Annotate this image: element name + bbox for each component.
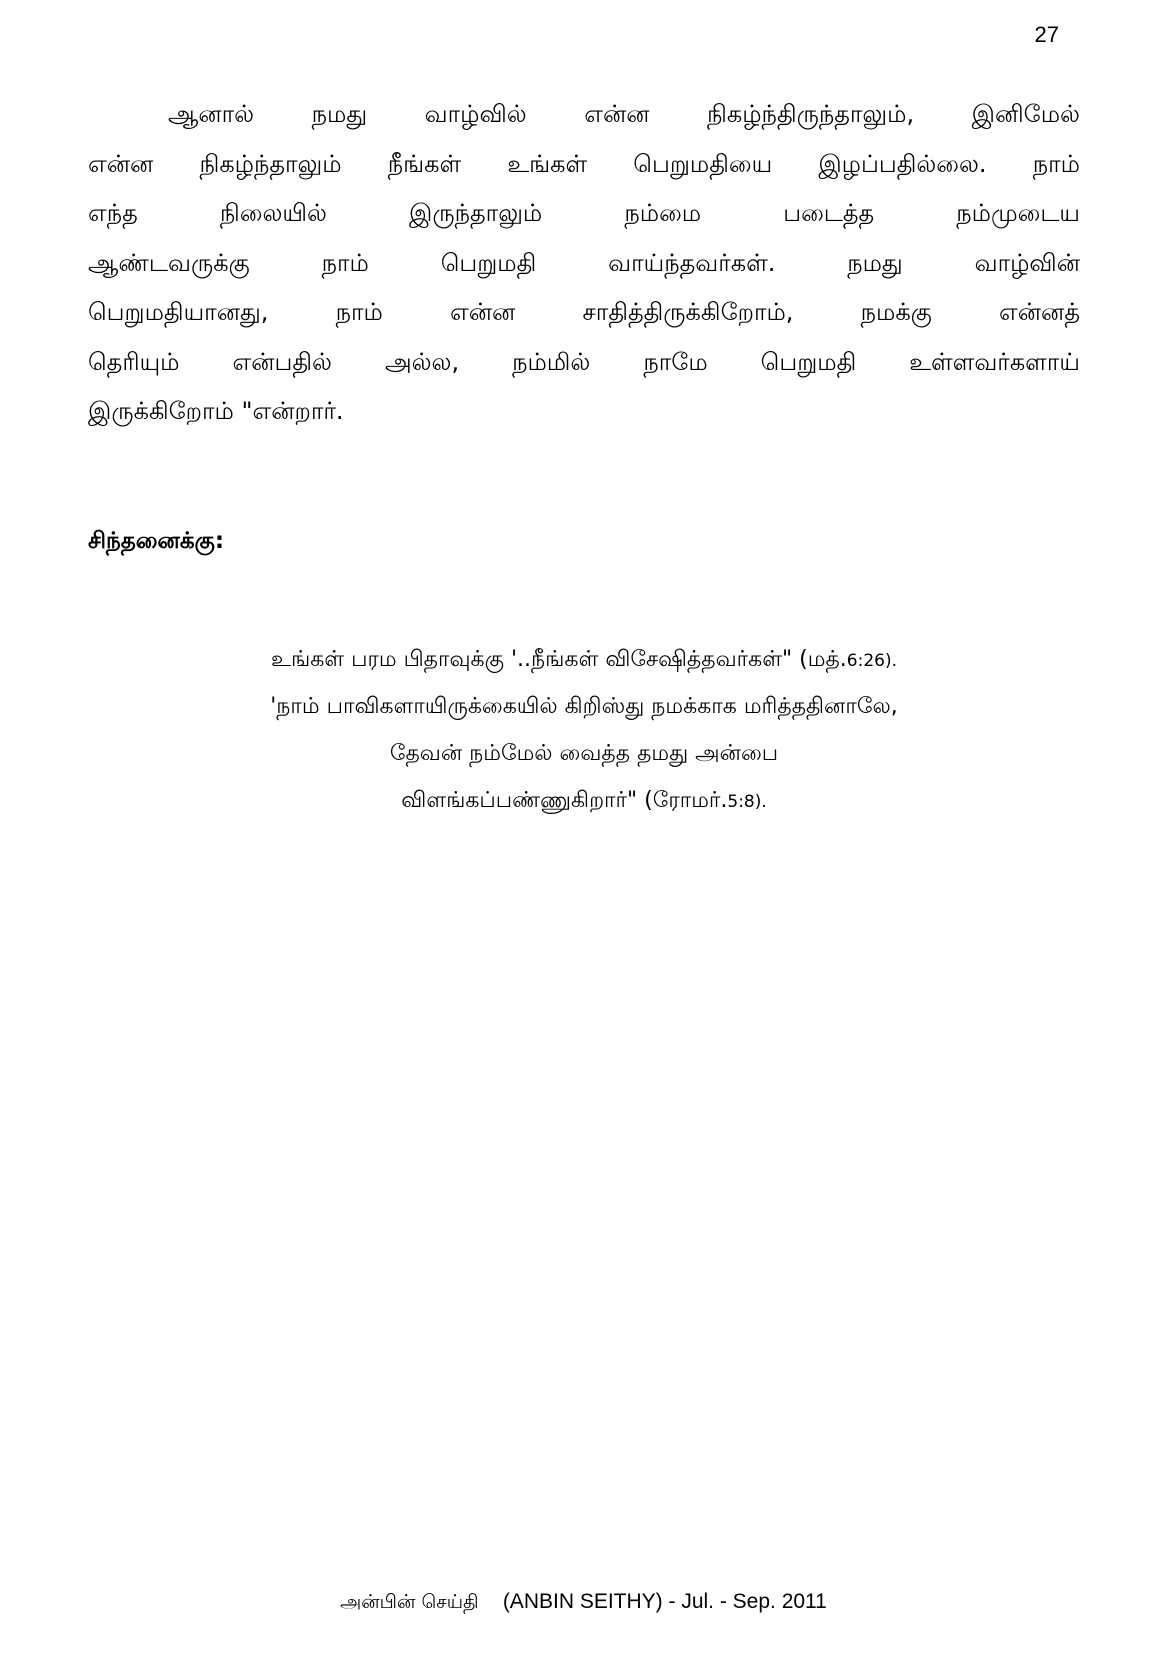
paragraph-last-line: இருக்கிறோம் "என்றார். xyxy=(88,397,344,425)
word: உங்கள் xyxy=(507,149,588,178)
quote-line xyxy=(88,683,1080,730)
verse-reference: 5:8). xyxy=(727,792,767,812)
word: என்ன xyxy=(88,149,154,178)
word: நாமே xyxy=(643,347,708,376)
word: பெறுமதியானது, xyxy=(88,298,269,326)
word: பெறுமதி xyxy=(440,248,537,277)
quote-text: விளங்கப்பண்ணுகிறார்" (ரோமர். xyxy=(401,788,728,813)
quote-line xyxy=(88,636,1080,683)
word: வாழ்வில் xyxy=(424,100,527,128)
word: இருந்தாலும் xyxy=(409,199,543,227)
word: வாழ்வின் xyxy=(974,248,1080,277)
word: நாம் xyxy=(321,248,369,277)
word: நீங்கள் xyxy=(387,149,462,178)
word: நம்முடைய xyxy=(956,199,1080,227)
page-number: 27 xyxy=(1034,22,1059,47)
verse-reference: 6:26). xyxy=(846,651,897,671)
word: இனிமேல் xyxy=(971,100,1080,128)
word: என்பதில் xyxy=(232,347,332,376)
word: பெறுமதியை xyxy=(633,149,773,178)
word: நாம் xyxy=(1032,149,1080,178)
word: நமக்கு xyxy=(860,298,932,326)
paragraph-line xyxy=(88,189,1080,239)
word: நமது xyxy=(311,100,368,128)
word: நிலையில் xyxy=(219,199,327,227)
word: என்ன xyxy=(450,298,516,326)
word: தெரியும் xyxy=(88,347,180,376)
word: நம்மை xyxy=(624,199,702,227)
paragraph-line xyxy=(88,288,1080,338)
quote-text: உங்கள் பரம பிதாவுக்கு '..நீங்கள் விசேஷித்தவர்கள்" (மத். xyxy=(271,647,847,672)
paragraph-line xyxy=(88,239,1080,289)
word: வாய்ந்தவர்கள். xyxy=(608,248,776,277)
quote-line xyxy=(88,730,1080,777)
word: எந்த xyxy=(88,199,138,227)
word: படைத்த xyxy=(783,199,875,227)
word: நம்மில் xyxy=(512,347,591,376)
paragraph-line xyxy=(88,140,1080,190)
word: சாதித்திருக்கிறோம், xyxy=(582,298,794,326)
paragraph-line xyxy=(88,338,1080,388)
footer-issue-info: (ANBIN SEITHY) - Jul. - Sep. 2011 xyxy=(502,1590,827,1613)
section-heading: சிந்தனைக்கு: xyxy=(88,528,225,554)
word: இழப்பதில்லை. xyxy=(818,149,987,178)
body-paragraph xyxy=(88,90,1080,437)
word: ஆனால் xyxy=(168,100,255,128)
word: என்னத் xyxy=(999,298,1080,326)
word: பெறுமதி xyxy=(760,347,857,376)
quote-block xyxy=(88,636,1080,824)
word: ஆண்டவருக்கு xyxy=(88,248,250,277)
word: உள்ளவர்களாய் xyxy=(909,347,1080,376)
quote-text: 'நாம் பாவிகளாயிருக்கையில் கிறிஸ்து நமக்காக மரித்ததினாலே, xyxy=(270,694,898,719)
word: நமது xyxy=(847,248,903,277)
paragraph-line xyxy=(88,90,1080,140)
quote-line xyxy=(88,777,1080,824)
footer-tamil-title: அன்பின் செய்தி xyxy=(340,1591,479,1613)
word: என்ன xyxy=(584,100,650,128)
word: நிகழ்ந்திருந்தாலும், xyxy=(707,100,915,128)
word: நிகழ்ந்தாலும் xyxy=(199,149,342,178)
page-footer xyxy=(0,1590,1167,1616)
quote-text: தேவன் நம்மேல் வைத்த தமது அன்பை xyxy=(389,741,779,766)
word: அல்ல, xyxy=(384,347,460,376)
word: நாம் xyxy=(335,298,383,326)
